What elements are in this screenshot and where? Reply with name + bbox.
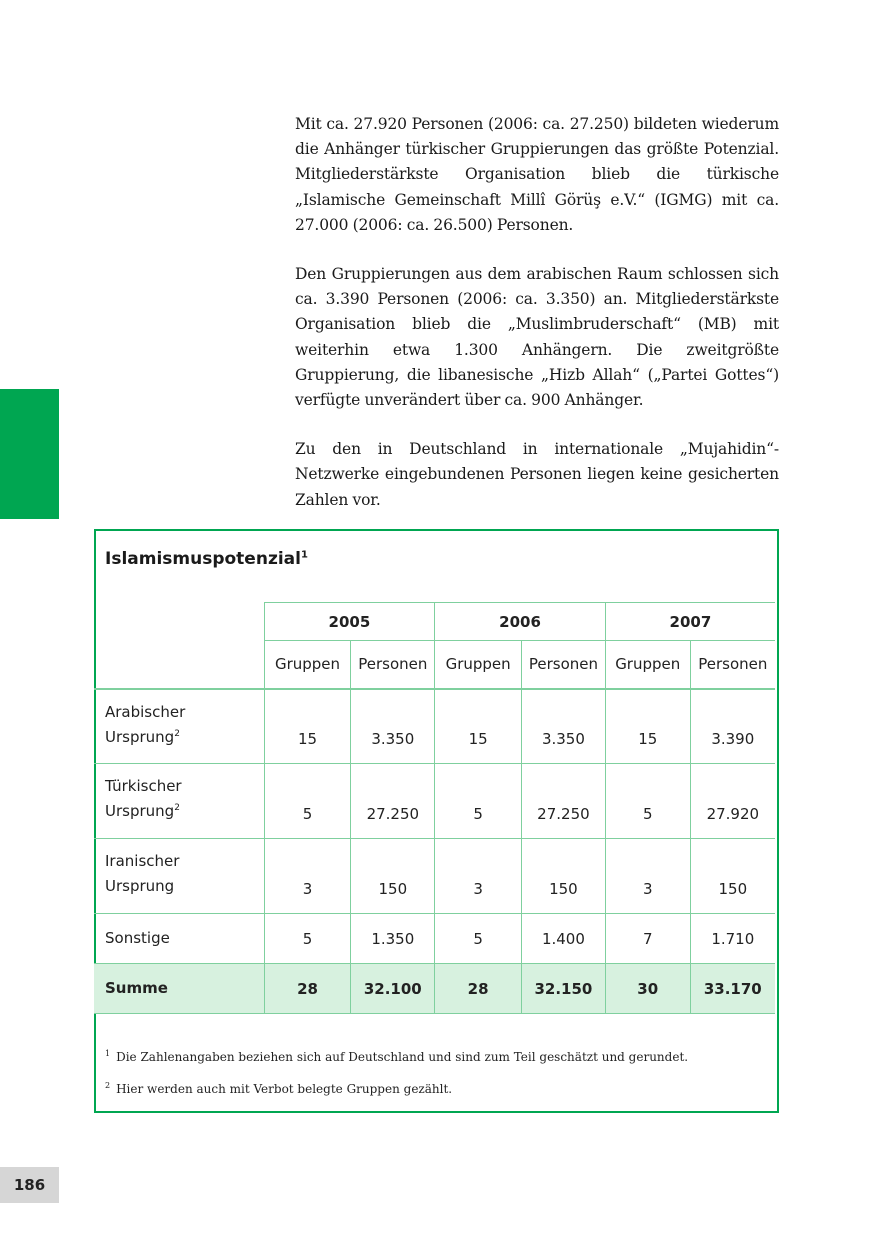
table-row xyxy=(94,839,775,914)
table-cell: 1.400 xyxy=(522,914,606,964)
sum-cell: 32.150 xyxy=(522,964,606,1014)
table-row xyxy=(94,914,775,964)
year-header-row xyxy=(94,603,775,641)
islamism-potential-box xyxy=(94,529,779,1113)
title-footnote-mark: 1 xyxy=(300,549,308,561)
table-cell: 3 xyxy=(605,839,690,914)
table-title: Islamismuspotenzial$^1$ xyxy=(105,549,308,569)
table-cell: 5 xyxy=(264,914,351,964)
header-persons: Personen xyxy=(522,641,606,689)
table-row xyxy=(94,689,775,764)
year-2006: 2006 xyxy=(435,603,606,641)
row-label: Iranischer Ursprung xyxy=(94,839,264,914)
table-cell: 15 xyxy=(605,689,690,764)
row-label: Türkischer Ursprung$^2$ xyxy=(94,764,264,839)
table-cell: 5 xyxy=(605,764,690,839)
sum-cell: 30 xyxy=(605,964,690,1014)
table-cell: 3.350 xyxy=(351,689,435,764)
paragraph-1: Mit ca. 27.920 Personen (2006: ca. 27.250) bildeten wiederum die Anhänger türkischer Gruppierungen das größte Potenzial. Mitgliederstärkste Organisation blieb die türkische „Islamische Gemeinschaft Millî Görüş e.V.“ (IGMG) mit ca. 27.000 (2006: ca. 26.500) Personen. xyxy=(295,115,779,234)
body-text xyxy=(295,112,779,537)
table-cell: 5 xyxy=(435,914,522,964)
table-cell: 27.250 xyxy=(522,764,606,839)
paragraph-3: Zu den in Deutschland in internationale „Mujahidin“-Netzwerke eingebundenen Personen liegen keine gesicherten Zahlen vor. xyxy=(295,440,779,509)
header-groups: Gruppen xyxy=(435,641,522,689)
sum-row xyxy=(94,964,775,1014)
table-cell: 5 xyxy=(435,764,522,839)
sum-cell: 32.100 xyxy=(351,964,435,1014)
header-persons: Personen xyxy=(351,641,435,689)
table-cell: 3.350 xyxy=(522,689,606,764)
sum-cell: 33.170 xyxy=(690,964,775,1014)
table-row xyxy=(94,764,775,839)
header-groups: Gruppen xyxy=(264,641,351,689)
sum-label: Summe xyxy=(94,964,264,1014)
sub-header-row xyxy=(94,641,775,689)
chapter-side-tab xyxy=(0,389,59,519)
footnote-1: $^1$ Die Zahlenangaben beziehen sich auf Deutschland und sind zum Teil geschätzt und gerundet. xyxy=(105,1049,689,1064)
table-cell: 5 xyxy=(264,764,351,839)
row-label: Sonstige xyxy=(94,914,264,964)
table-cell: 3 xyxy=(435,839,522,914)
table-cell: 15 xyxy=(435,689,522,764)
table-cell: 3 xyxy=(264,839,351,914)
footnotes xyxy=(105,1045,765,1109)
table-cell: 150 xyxy=(351,839,435,914)
table-cell: 27.920 xyxy=(690,764,775,839)
table-cell: 150 xyxy=(690,839,775,914)
footnote-2: $^2$ Hier werden auch mit Verbot belegte Gruppen gezählt. xyxy=(105,1081,453,1096)
table-cell: 150 xyxy=(522,839,606,914)
year-2007: 2007 xyxy=(605,603,775,641)
table-cell: 15 xyxy=(264,689,351,764)
table-cell: 27.250 xyxy=(351,764,435,839)
paragraph-2: Den Gruppierungen aus dem arabischen Raum schlossen sich ca. 3.390 Personen (2006: ca. 3.350) an. Mitgliederstärkste Organisation blieb die „Muslimbruderschaft“ (MB) mit weiterhin etwa 1.300 Anhängern. Die zweitgrößte Gruppierung, die libanesische „Hizb Allah“ („Partei Gottes“) verfügte unverändert über ca. 900 Anhänger. xyxy=(295,265,779,410)
page-number: 186 xyxy=(0,1167,59,1203)
sum-cell: 28 xyxy=(435,964,522,1014)
row-label: Arabischer Ursprung$^2$ xyxy=(94,689,264,764)
table-cell: 1.350 xyxy=(351,914,435,964)
potential-table xyxy=(94,602,775,1014)
table-cell: 7 xyxy=(605,914,690,964)
header-groups: Gruppen xyxy=(605,641,690,689)
year-2005: 2005 xyxy=(264,603,435,641)
header-persons: Personen xyxy=(690,641,775,689)
sum-cell: 28 xyxy=(264,964,351,1014)
table-cell: 3.390 xyxy=(690,689,775,764)
table-cell: 1.710 xyxy=(690,914,775,964)
